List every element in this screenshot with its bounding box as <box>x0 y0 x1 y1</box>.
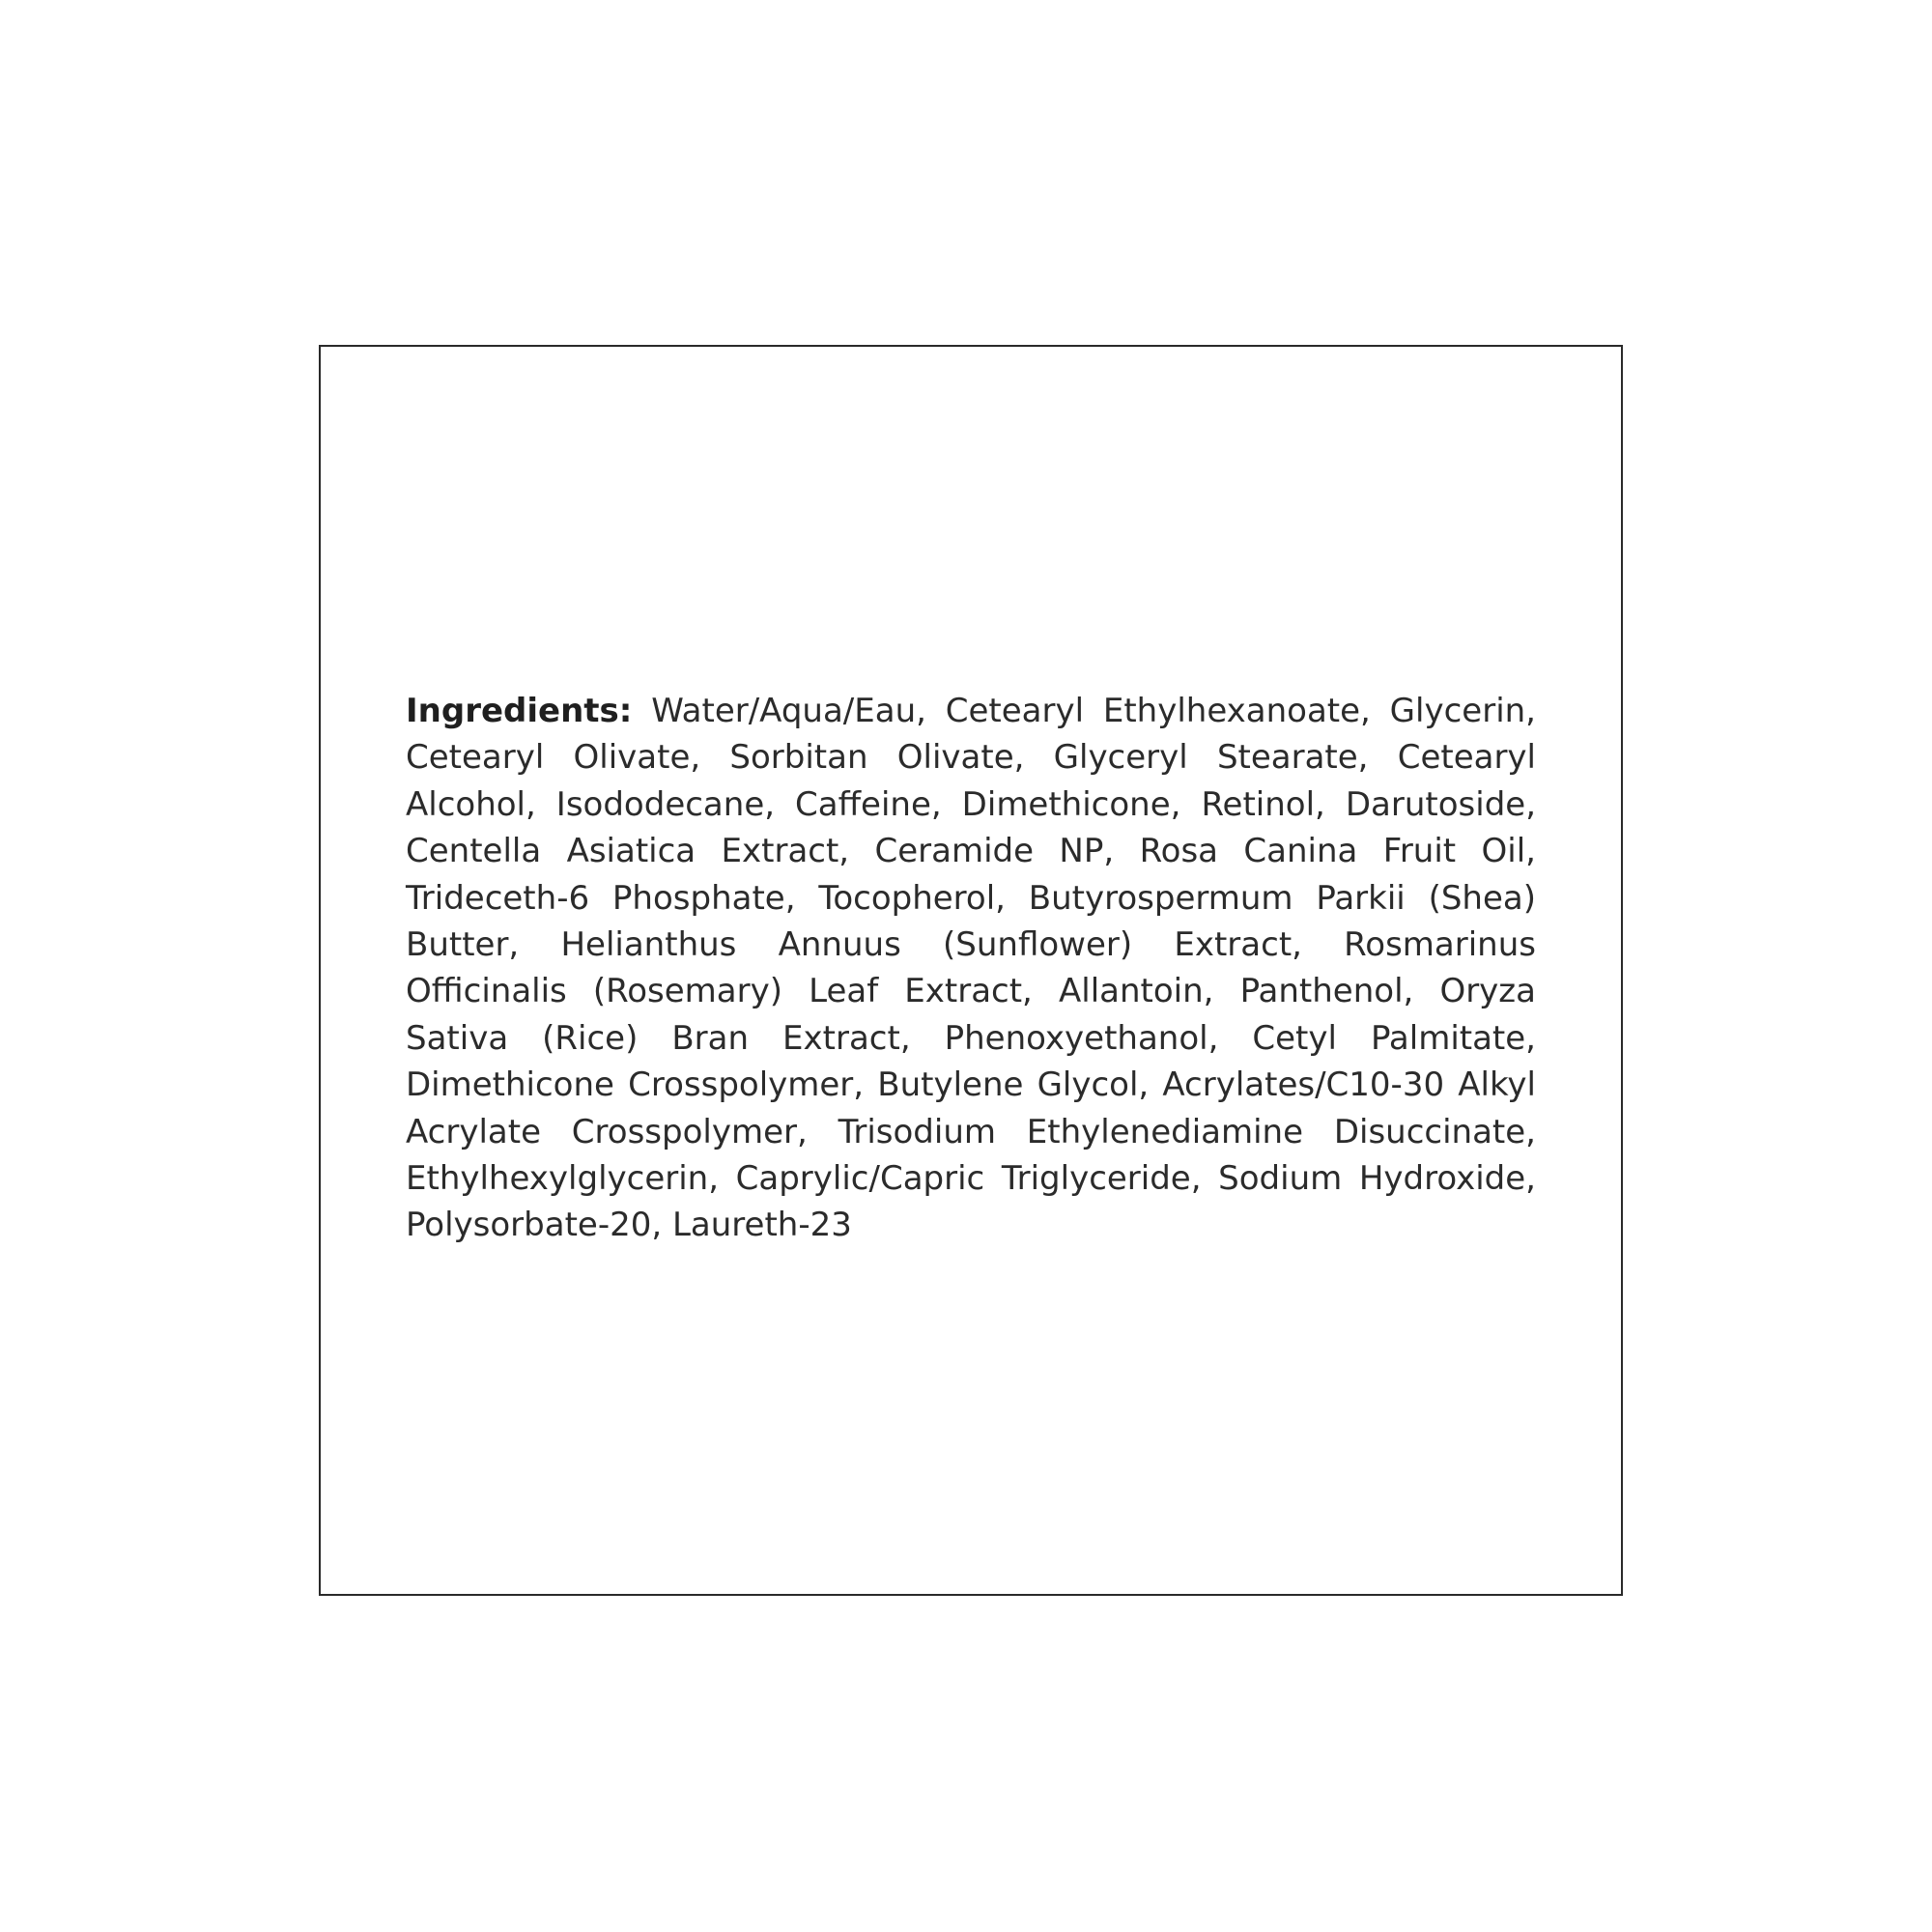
ingredients-heading: Ingredients: <box>406 692 633 730</box>
ingredients-text: Water/Aqua/Eau, Cetearyl Ethylhexanoate, Glycerin, Cetearyl Olivate, Sorbitan Olivate, Glyceryl Stearate, Cetearyl Alcohol, Isododecane, Caffeine, Dimethicone, Retinol, Darutoside, Centella Asiatica Extract, Ceramide NP, Rosa Canina Fruit Oil, Trideceth-6 Phosphate, Tocopherol, Butyrospermum Parkii (Shea) Butter, Helianthus Annuus (Sunflower) Extract, Rosmarinus Officinalis (Rosemary) Leaf Extract, Allantoin, Panthenol, Oryza Sativa (Rice) Bran Extract, Phenoxyethanol, Cetyl Palmitate, Dimethicone Crosspolymer, Butylene Glycol, Acrylates/C10-30 Alkyl Acrylate Crosspolymer, Trisodium Ethylenediamine Disuccinate, Ethylhexylglycerin, Caprylic/Capric Triglyceride, Sodium Hydroxide, Polysorbate-20, Laureth-23 <box>406 692 1536 1245</box>
ingredients-list <box>406 688 1536 1249</box>
